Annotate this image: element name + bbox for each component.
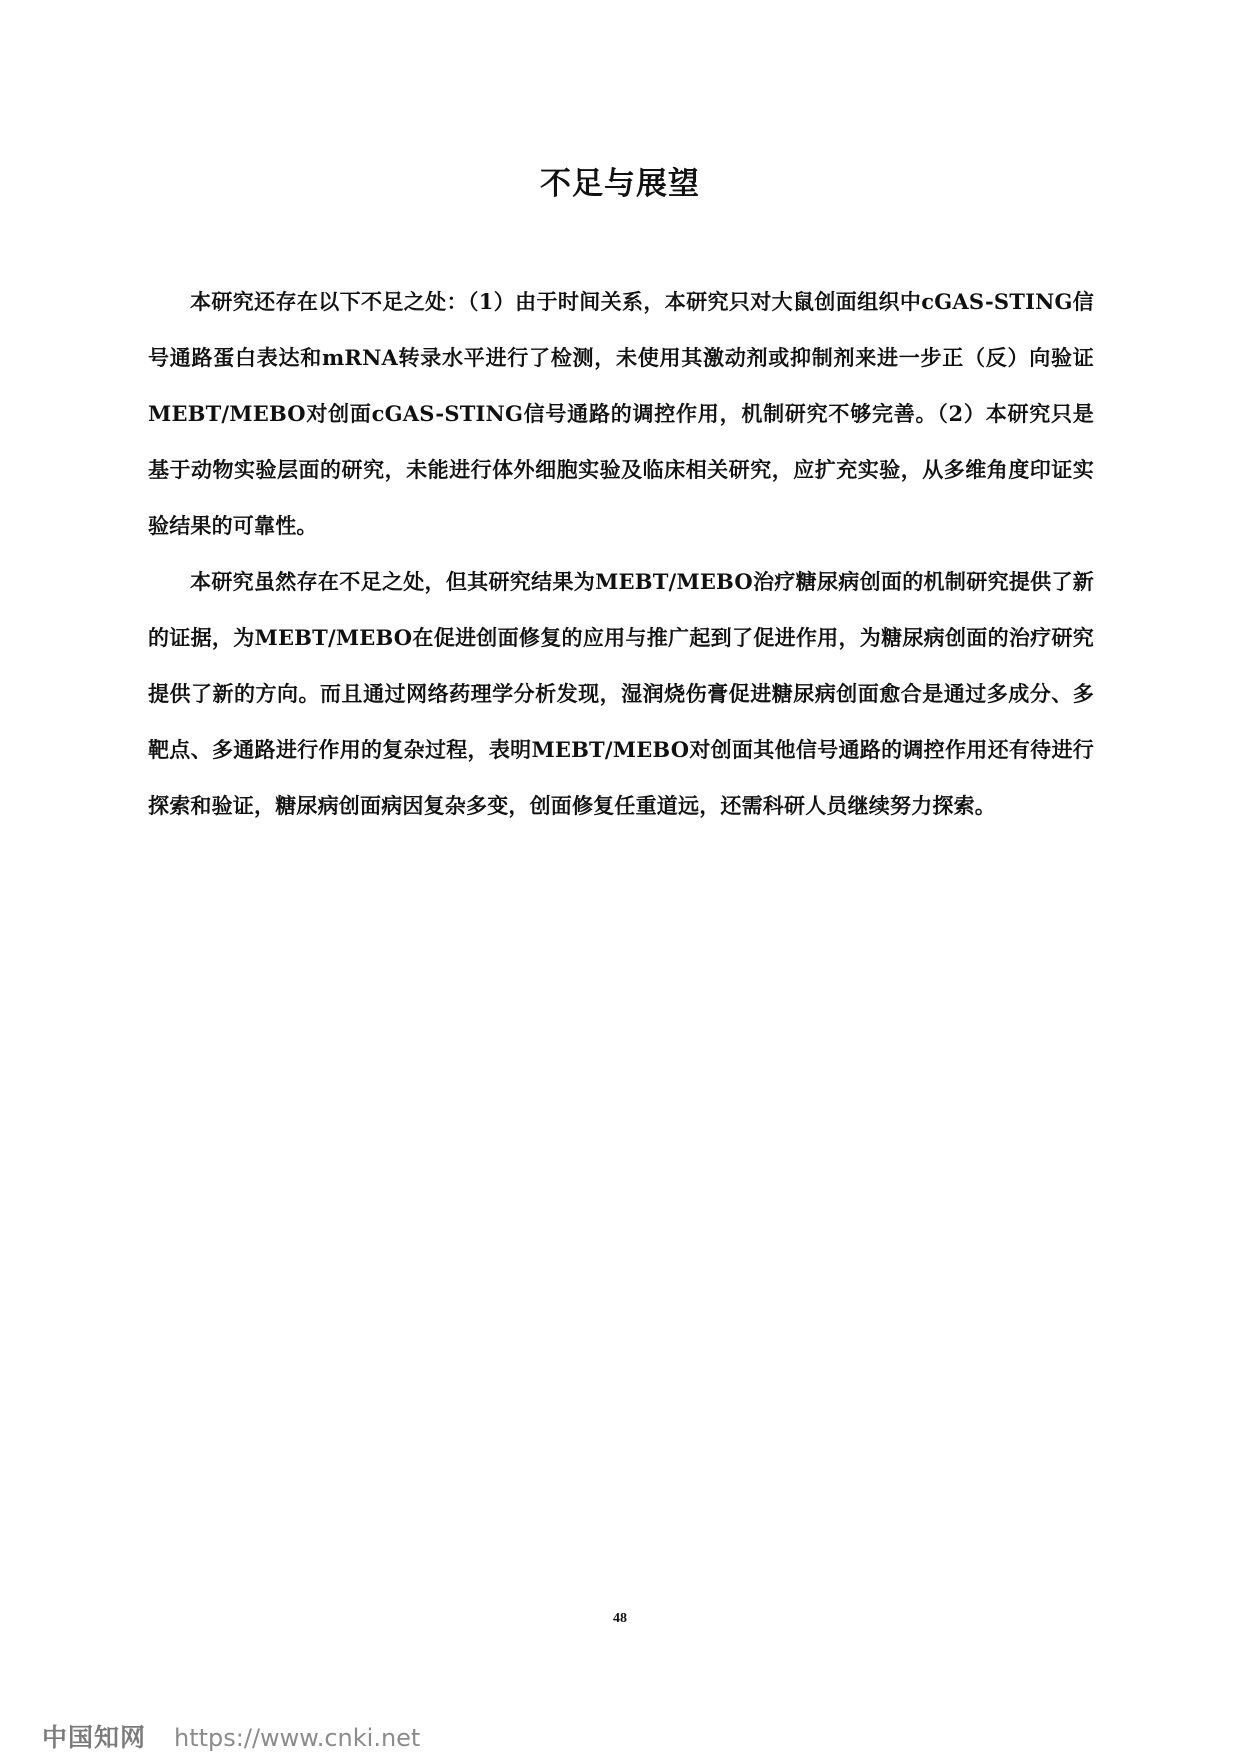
page-number: 48 (613, 1611, 627, 1626)
cnki-watermark (42, 1718, 420, 1754)
watermark-brand: 中国知网 (42, 1723, 147, 1752)
section-title: 不足与展望 (540, 166, 700, 202)
paragraph-limitations: 本研究还存在以下不足之处：（1）由于时间关系，本研究只对大鼠创面组织中cGAS-STING信号通路蛋白表达和mRNA转录水平进行了检测，未使用其激动剂或抑制剂来进一步正（反）向验证MEBT/MEBO对创面cGAS-STING信号通路的调控作用，机制研究不够完善。（2）本研究只是基于动物实验层面的研究，未能进行体外细胞实验及临床相关研究，应扩充实验，从多维角度印证实验结果的可靠性。 (148, 289, 1094, 538)
paragraph-outlook: 本研究虽然存在不足之处，但其研究结果为MEBT/MEBO治疗糖尿病创面的机制研究提供了新的证据，为MEBT/MEBO在促进创面修复的应用与推广起到了促进作用，为糖尿病创面的治疗研究提供了新的方向。而且通过网络药理学分析发现，湿润烧伤膏促进糖尿病创面愈合是通过多成分、多靶点、多通路进行作用的复杂过程，表明MEBT/MEBO对创面其他信号通路的调控作用还有待进行探索和验证，糖尿病创面病因复杂多变，创面修复任重道远，还需科研人员继续努力探索。 (148, 569, 1094, 818)
body-text (148, 274, 1094, 834)
watermark-url: https://www.cnki.net (174, 1724, 421, 1752)
